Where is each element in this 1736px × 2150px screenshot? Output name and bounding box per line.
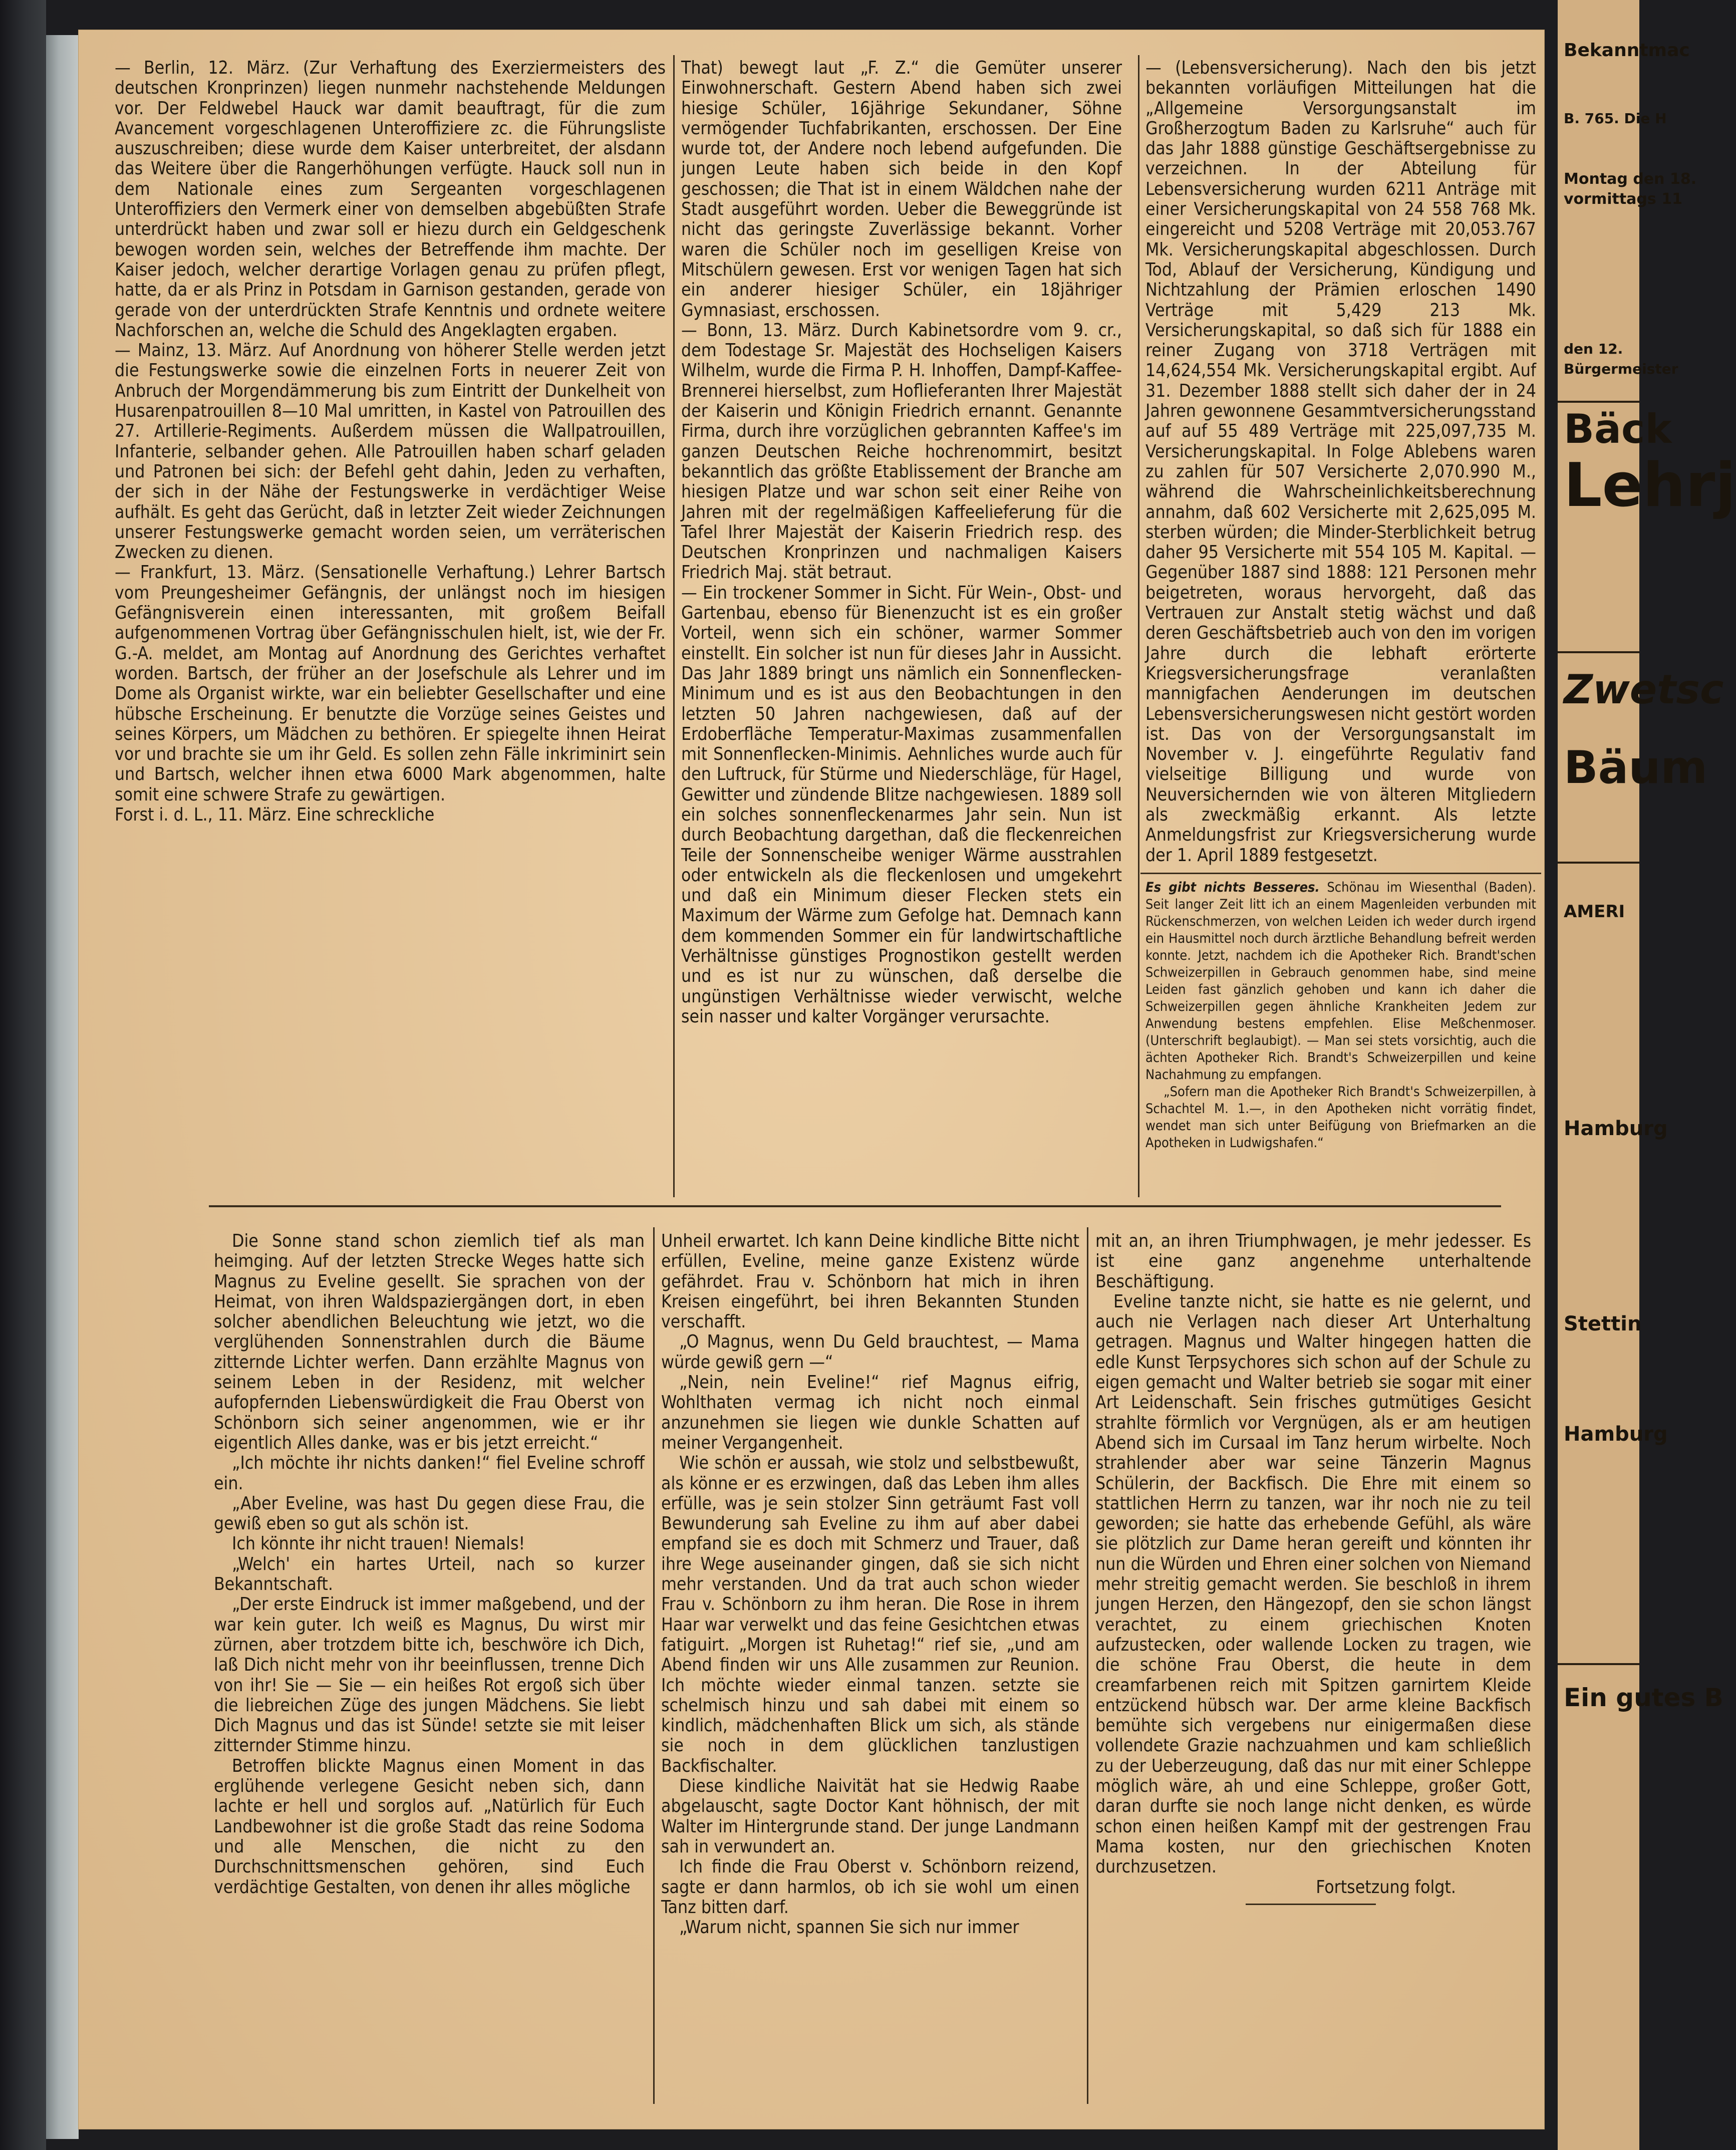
- edge-text: Bäum: [1564, 741, 1708, 794]
- article-frankfurt: — Frankfurt, 13. März. (Sensationelle Verhaftung.) Lehrer Bartsch vom Preungesheimer Gefängnis, der unlängst noch im hiesigen Gefängnisverein einen interessanten, mit großem Beifall aufgenommenen Vortrag über Gefängnisschulen hielt, ist, wie der Fr. G.-A. meldet, am Montag auf Anordnung des Gerichtes verhaftet worden. Bartsch, der früher an der Josefschule als Lehrer und im Dome als Organist wirkte, war ein beliebter Gesellschafter und eine hübsche Erscheinung. Er benutzte die Vorzüge seines Geistes und seines Körpers, um Mädchen zu bethören. Er spiegelte ihnen Heirat vor und brachte sie um ihr Geld. Es sollen zehn Fälle inkriminirt sein und Bartsch, welcher ihnen etwa 6000 Mark abgenommen, halte somit eine schwere Strafe zu gewärtigen.: [115, 562, 666, 805]
- edge-text: Hamburg: [1564, 1423, 1668, 1446]
- article-mainz: — Mainz, 13. März. Auf Anordnung von höherer Stelle werden jetzt die Festungswerke sowie die einzelnen Forts in neuerer Zeit von Anbruch der Morgendämmerung bis zum Eintritt der Dunkelheit von Husarenpatrouillen 8—10 Mal umritten, in Kastel von Patrouillen des 27. Artillerie-Regiments. Außerdem müssen die Wallpatrouillen, Infanterie, selbander gehen. Alle Patrouillen haben scharf geladen und Patronen bei sich: der Befehl geht dahin, Jeden zu verhaften, der sich in der Nähe der Festungswerke in verdächtiger Weise aufhält. Es geht das Gerücht, daß in letzter Zeit wieder Zeichnungen unserer Festungswerke gemacht worden seien, um verräterischen Zwecken zu dienen.: [115, 340, 666, 563]
- ad-text: Schönau im Wiesenthal (Baden). Seit langer Zeit litt ich an einem Magenleiden verbunden mit Rückenschmerzen, von welchen Leiden ich weder durch irgend ein Hausmittel noch durch ärztliche Behandlung befreit werden konnte. Jetzt, nachdem ich die Apotheker Rich. Brandt'schen Schweizerpillen in Gebrauch genommen habe, sind meine Leiden fast gänzlich gehoben und kann ich daher die Schweizerpillen gegen ähnliche Krankheiten Jedem zur Anwendung bestens empfehlen. Elise Meßchenmoser. (Unterschrift beglaubigt). — Man sei stets vorsichtig, auch die ächten Apotheker Rich. Brandt's Schweizerpillen und keine Nachahmung zu empfangen.: [1145, 879, 1536, 1083]
- story-paragraph: Diese kindliche Naivität hat sie Hedwig Raabe abgelauscht, sagte Doctor Kant höhnisch, der mit Walter im Hintergrunde stand. Der junge Landmann sah in verwundert an.: [661, 1776, 1079, 1857]
- ad-schweizerpillen: [1145, 879, 1536, 1152]
- binding-shadow: [0, 0, 46, 2150]
- binding-board: [46, 35, 79, 2139]
- edge-text: AMERI: [1564, 902, 1625, 922]
- edge-text: Hamburg: [1564, 1117, 1668, 1140]
- column-rule-2: [1138, 55, 1139, 1197]
- story-paragraph: „Warum nicht, spannen Sie sich nur immer: [679, 1917, 1019, 1938]
- edge-text: Ein gutes B: [1564, 1683, 1723, 1712]
- edge-text: Zwetsc: [1564, 666, 1724, 713]
- feuilleton-separator: [209, 1205, 1501, 1207]
- article-forst-start: Forst i. d. L., 11. März. Eine schreckliche: [115, 804, 435, 825]
- news-column-1: [115, 58, 666, 825]
- story-paragraph: Ich könnte ihr nicht trauen! Niemals!: [232, 1533, 525, 1554]
- story-paragraph: „Der erste Eindruck ist immer maßgebend, und der war kein guter. Ich weiß es Magnus, Du wirst mir zürnen, aber trotzdem bitte ich, beschwöre ich Dich, laß Dich nicht mehr von ihr beeinflussen, trenne Dich von ihr! Sie — Sie — ein heißes Rot ergoß sich über die liebreichen Züge des jungen Mädchens. Sie liebt Dich Magnus und das ist Sünde! setzte sie mit leiser zitternder Stimme hinzu.: [214, 1594, 645, 1756]
- article-lebensversicherung: — (Lebensversicherung). Nach den bis jetzt bekannten vorläufigen Mitteilungen hat die „Allgemeine Versorgungsanstalt im Großherzogtum Baden zu Karlsruhe“ auch für das Jahr 1888 günstige Geschäftsergebnisse zu verzeichnen. In der Abteilung für Lebensversicherung wurden 6211 Anträge mit einer Versicherungskapital von 24 558 768 Mk. eingereicht und 5208 Verträge mit 20,053.767 Mk. Versicherungskapital abgeschlossen. Durch Tod, Ablauf der Versicherung, Kündigung und Nichtzahlung der Prämien erloschen 1490 Verträge mit 5,429 213 Mk. Versicherungskapital, so daß sich für 1888 ein reiner Zugang von 3718 Verträgen mit 14,624,554 Mk. Versicherungskapital ergibt. Auf 31. Dezember 1888 stellt sich daher der in 24 Jahren gewonnene Gesammtversicherungsstand auf auf 55 489 Verträge mit 225,097,735 M. Versicherungskapital. In Folge Ablebens waren zu zahlen für 507 Versicherte 2,070.990 M., während die Wahrscheinlichkeitsberechnung annahm, daß 602 Versicherte mit 2,625,095 M. sterben würden; die Minder-Sterblichkeit betrug daher 95 Versicherte mit 554 105 M. Kapital. — Gegenüber 1887 sind 1888: 121 Personen mehr beigetreten, woraus hervorgeht, daß das Vertrauen zur Anstalt stetig wächst und daß deren Geschäftsbetrieb auch von den im vorigen Jahre durch die lebhaft erörterte Kriegsversicherungsfrage veranlaßten mannigfachen Aenderungen im deutschen Lebensversicherungswesen nicht gestört worden ist. Das von der Versorgungsanstalt im November v. J. eingeführte Regulativ fand vielseitige Billigung und wurde von Neuversichernden wie von älteren Mitgliedern als zweckmäßig erkannt. Als letzte Anmeldungsfrist zur Kriegsversicherung wurde der 1. April 1889 festgesetzt.: [1145, 58, 1536, 866]
- story-paragraph: „Nein, nein Eveline!“ rief Magnus eifrig, Wohlthaten vermag ich nicht noch einmal anzunehmen sie liegen wie dunkle Schatten auf meiner Vergangenheit.: [661, 1372, 1079, 1453]
- edge-text: Bäck: [1564, 406, 1672, 452]
- ad-top-rule: [1140, 873, 1541, 874]
- edge-rule: [1558, 862, 1639, 864]
- story-rule-2: [1087, 1227, 1088, 2104]
- story-paragraph: Unheil erwartet. Ich kann Deine kindliche Bitte nicht erfüllen, Eveline, meine ganze Existenz würde gefährdet. Frau v. Schönborn hat mich in ihren Kreisen eingeführt, bei ihren Bekannten Stunden verschafft.: [661, 1231, 1079, 1332]
- newspaper-page: [79, 30, 1544, 2129]
- article-berlin: — Berlin, 12. März. (Zur Verhaftung des Exerziermeisters des deutschen Kronprinzen) liegen nunmehr nachstehende Meldungen vor. Der Feldwebel Hauck war damit beauftragt, für die zum Avancement vorgeschlagenen Unteroffiziere zc. die Führungsliste auszuschreiben; diese wurde dem Kaiser unterbreitet, der alsdann das Weitere über die Rangerhöhungen verfügte. Hauck soll nun in dem Nationale eines zum Sergeanten vorgeschlagenen Unteroffiziers den Vermerk einer von demselben abgebüßten Strafe unterdrückt haben und zwar soll er hiezu durch ein Geldgeschenk bewogen worden sein, welches der Betreffende ihm machte. Der Kaiser jedoch, welcher derartige Vorlagen genau zu prüfen pflegt, hatte, da er als Prinz in Potsdam in Garnison gestanden, gerade von gerade von der unterdrückten Strafe Kenntnis und ordnete weitere Nachforschen an, welche die Schuld des Angeklagten ergaben.: [115, 58, 666, 341]
- story-paragraph: „Welch' ein hartes Urteil, nach so kurzer Bekanntschaft.: [214, 1553, 645, 1595]
- article-sommer: — Ein trockener Sommer in Sicht. Für Wein-, Obst- und Gartenbau, ebenso für Bienenzucht ist es ein großer Vorteil, wenn sich ein schöner, warmer Sommer einstellt. Ein solcher ist nun für dieses Jahr in Aussicht. Das Jahr 1889 bringt uns nämlich ein Sonnenflecken-Minimum und es ist aus den Beobachtungen in den letzten 50 Jahren nachgewiesen, daß auf der Erdoberfläche Temperatur-Maximas zusammenfallen mit Sonnenflecken-Minimis. Aehnliches wurde auch für den Luftruck, für Stürme und Niederschläge, für Hagel, Gewitter und zündende Blitze nachgewiesen. 1889 soll ein solches sonnenfleckenarmes Jahr sein. Nun ist durch Beobachtung dargethan, daß die fleckenreichen Teile der Sonnenscheibe weniger Wärme ausstrahlen oder entwickeln als die fleckenlosen und umgekehrt und daß ein Minimum dieser Flecken stets ein Maximum der Wärme zum Gefolge hat. Demnach kann dem kommenden Sommer ein für landwirtschaftliche Verhältnisse günstiges Prognostikon gestellt werden und es ist nur zu wünschen, daß derselbe die ungünstigen Verhältnisse wieder verwischt, welche sein nasser und kalter Vorgänger verursachte.: [681, 582, 1122, 1027]
- edge-text: Bekanntmac: [1564, 40, 1690, 61]
- story-paragraph: mit an, an ihren Triumphwagen, je mehr jedesser. Es ist eine ganz angenehme unterhaltende Beschäftigung.: [1095, 1231, 1531, 1292]
- story-paragraph: Ich finde die Frau Oberst v. Schönborn reizend, sagte er dann harmlos, ob ich sie wohl um einen Tanz bitten darf.: [661, 1856, 1079, 1918]
- continued-note: Fortsetzung folgt.: [1316, 1876, 1456, 1898]
- story-paragraph: „O Magnus, wenn Du Geld brauchtest, — Mama würde gewiß gern —“: [661, 1331, 1079, 1373]
- edge-text: den 12.: [1564, 341, 1623, 357]
- news-column-2: [681, 58, 1122, 1027]
- article-forst-cont: That) bewegt laut „F. Z.“ die Gemüter unserer Einwohnerschaft. Gestern Abend haben sich zwei hiesige Schüler, 16jährige Sekundaner, Söhne vermögender Tuchfabrikanten, erschossen. Der Eine wurde tot, der Andere noch lebend aufgefunden. Die jungen Leute haben sich beide in den Kopf geschossen; die That ist in einem Wäldchen nahe der Stadt ausgeführt worden. Ueber die Beweggründe ist nicht das geringste Zuverlässige bekannt. Vorher waren die Schüler noch im geselligen Kreise von Mitschülern gewesen. Erst vor wenigen Tagen hat sich ein anderer hiesiger Schüler, ein 18jähriger Gymnasiast, erschossen.: [681, 58, 1122, 321]
- edge-text: Bürgermeister: [1564, 361, 1678, 377]
- story-paragraph: „Aber Eveline, was hast Du gegen diese Frau, die gewiß eben so gut als schön ist.: [214, 1493, 645, 1534]
- edge-rule: [1558, 651, 1639, 653]
- story-column-2: [661, 1231, 1079, 1938]
- column-rule-1: [673, 55, 675, 1197]
- news-column-3: [1145, 58, 1536, 1152]
- story-paragraph: Die Sonne stand schon ziemlich tief als man heimging. Auf der letzten Strecke Weges hatte sich Magnus zu Eveline gesellt. Sie sprachen von der Heimat, von ihren Waldspaziergängen dort, in eben solcher abendlichen Beleuchtung wie jetzt, wo die verglühenden Sonnenstrahlen durch die Bäume zitternde Lichter werfen. Dann erzählte Magnus von seinem Leben in der Residenz, mit welcher aufopfernden Liebenswürdigkeit die Frau Oberst von Schönborn sich seiner angenommen, wie er ihr eigentlich Alles danke, was er bis jetzt erreicht.“: [214, 1231, 645, 1453]
- edge-text: vormittags 11: [1564, 190, 1682, 208]
- end-rule: [1246, 1904, 1376, 1905]
- story-paragraph: „Ich möchte ihr nichts danken!“ fiel Eveline schroff ein.: [214, 1453, 645, 1494]
- story-paragraph: Wie schön er aussah, wie stolz und selbstbewußt, als könne er es erzwingen, daß das Leben ihm alles erfülle, was je sein stolzer Sinn geträumt Fast voll Bewunderung sah Eveline zu ihm auf aber dabei empfand sie es doch mit Schmerz und Trauer, daß ihre Wege auseinander gingen, daß sie sich nicht mehr verstanden. Und da trat auch schon wieder Frau v. Schönborn zu ihm heran. Die Rose in ihrem Haar war verwelkt und das feine Gesichtchen etwas fatiguirt. „Morgen ist Ruhetag!“ rief sie, „und am Abend finden wir uns Alle zusammen zur Reunion. Ich möchte wieder einmal tanzen. setzte sie schelmisch hinzu und sah dabei mit einem so kindlich, mädchenhaften Blick um sich, als stände sie noch in dem glücklichen tanzlustigen Backfischalter.: [661, 1453, 1079, 1776]
- ad-footer: „Sofern man die Apotheker Rich Brandt's Schweizerpillen, à Schachtel M. 1.—, in den Apotheken nicht vorrätig findet, wendet man sich unter Beifügung von Briefmarken an die Apotheken in Ludwigshafen.“: [1145, 1084, 1536, 1151]
- edge-text: B. 765. Die H: [1564, 110, 1667, 127]
- story-rule-1: [653, 1227, 655, 2104]
- story-column-3: [1095, 1231, 1531, 1905]
- story-paragraph: Eveline tanzte nicht, sie hatte es nie gelernt, und auch nie Verlagen nach dieser Art Unterhaltung getragen. Magnus und Walter hingegen hatten die edle Kunst Terpsychores sich schon auf der Schule zu eigen gemacht und Walter betrieb sie sogar mit einer Art Leidenschaft. Sein frisches gutmütiges Gesicht strahlte förmlich vor Vergnügen, als er am heutigen Abend sich im Cursaal im Tanz herum wirbelte. Noch strahlender aber war seine Tänzerin Magnus Schülerin, der Backfisch. Die Ehre mit einem so stattlichen Herrn zu tanzen, war ihr noch nie zu teil geworden; sie hatte das erhebende Gefühl, als wäre sie plötzlich zur Dame heran gereift und könnten ihr nun die Würden und Ehren einer solchen von Niemand mehr streitig gemacht werden. Sie beschloß in ihrem jungen Herzen, den Hängezopf, den sie schon längst verachtet, zu einem griechischen Knoten aufzustecken, oder wallende Locken zu tragen, wie die schöne Frau Oberst, die heute in dem creamfarbenen reich mit Spitzen garnirtem Kleide entzückend hübsch war. Der arme kleine Backfisch bemühte sich vergebens nur einigermaßen diese vollendete Grazie nachzuahmen und kam schließlich zu der Ueberzeugung, daß das nur mit einer Schleppe möglich wäre, ah und eine Schleppe, großer Gott, daran durfte sie noch lange nicht denken, es würde schon einen heißen Kampf mit der gestrengen Frau Mama kosten, nur den griechischen Knoten durchzusetzen.: [1095, 1291, 1531, 1877]
- article-bonn: — Bonn, 13. März. Durch Kabinetsordre vom 9. cr., dem Todestage Sr. Majestät des Hochseligen Kaisers Wilhelm, wurde die Firma P. H. Inhoffen, Dampf-Kaffee-Brennerei hierselbst, zum Hoflieferanten Ihrer Majestät der Kaiserin und Königin Friedrich ernannt. Genannte Firma, durch ihre vorzüglichen gebrannten Kaffee's im ganzen Deutschen Reiche hochrenommirt, besitzt bekanntlich das größte Etablissement der Branche am hiesigen Platze und war schon seit einer Reihe von Jahren mit der regelmäßigen Kaffeelieferung für die Tafel Ihrer Majestät der Kaiserin Friedrich resp. des Deutschen Kronprinzen und nachmaligen Kaisers Friedrich Maj. stät betraut.: [681, 320, 1122, 583]
- story-column-1: [214, 1231, 645, 1898]
- ad-headline: Es gibt nichts Besseres.: [1145, 879, 1320, 895]
- edge-text: Stettin: [1564, 1312, 1642, 1335]
- story-paragraph: Betroffen blickte Magnus einen Moment in das erglühende verlegene Gesicht neben sich, dann lachte er hell und sorglos auf. „Natürlich für Euch Landbewohner ist die große Stadt das reine Sodoma und alle Menschen, die nicht zu den Durchschnittsmenschen gehören, sind Euch verdächtige Gestalten, von denen ihr alles mögliche: [214, 1755, 645, 1898]
- edge-rule: [1558, 1663, 1639, 1665]
- edge-rule: [1558, 401, 1639, 403]
- edge-text: Lehrj: [1564, 451, 1736, 520]
- edge-text: Montag den 18.: [1564, 170, 1697, 188]
- adjacent-page-edge: [1558, 0, 1736, 2150]
